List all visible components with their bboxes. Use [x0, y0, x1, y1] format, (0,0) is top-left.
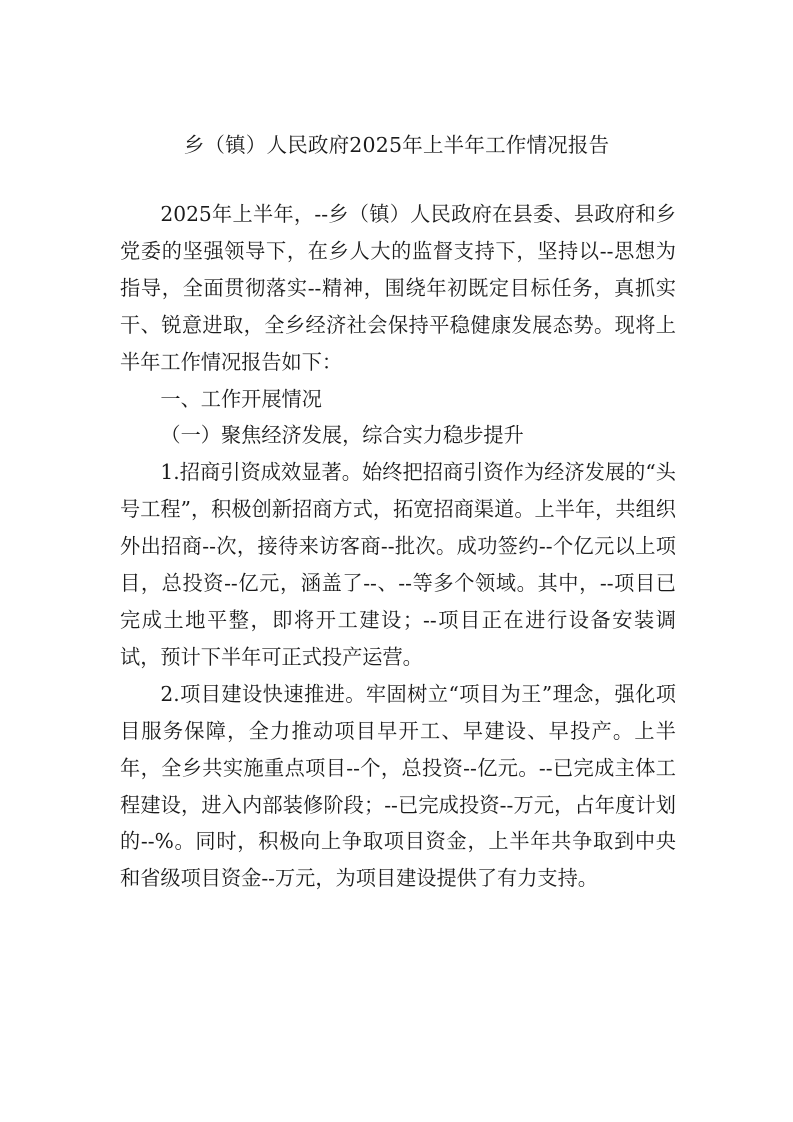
section-heading-1: 一、工作开展情况 — [160, 386, 322, 411]
item-paragraph-1: 1.招商引资成效显著。始终把招商引资作为经济发展的“头号工程”，积极创新招商方式，拓宽招商渠道。上半年，共组织外出招商--次，接待来访客商--批次。成功签约--个亿元以上项目，总投资--亿元，涵盖了--、--等多个领域。其中，--项目已完成土地平整，即将开工建设；--项目正在进行设备安装调试，预计下半年可正式投产运营。 — [120, 460, 676, 669]
intro-paragraph: 2025年上半年，--乡（镇）人民政府在县委、县政府和乡党委的坚强领导下，在乡人大的监督支持下，坚持以--思想为指导，全面贯彻落实--精神，围绕年初既定目标任务，真抓实干、锐意进取，全乡经济社会保持平稳健康发展态势。现将上半年工作情况报告如下： — [120, 202, 676, 374]
item-paragraph-2: 2.项目建设快速推进。牢固树立“项目为王”理念，强化项目服务保障，全力推动项目早开工、早建设、早投产。上半年，全乡共实施重点项目--个，总投资--亿元。--已完成主体工程建设，进入内部装修阶段；--已完成投资--万元，占年度计划的--%。同时，积极向上争取项目资金，上半年共争取到中央和省级项目资金--万元，为项目建设提供了有力支持。 — [120, 681, 676, 891]
document-body — [120, 196, 676, 897]
document-title: 乡（镇）人民政府2025年上半年工作情况报告 — [183, 133, 610, 157]
subsection-heading-1: （一）聚焦经济发展，综合实力稳步提升 — [160, 423, 524, 448]
